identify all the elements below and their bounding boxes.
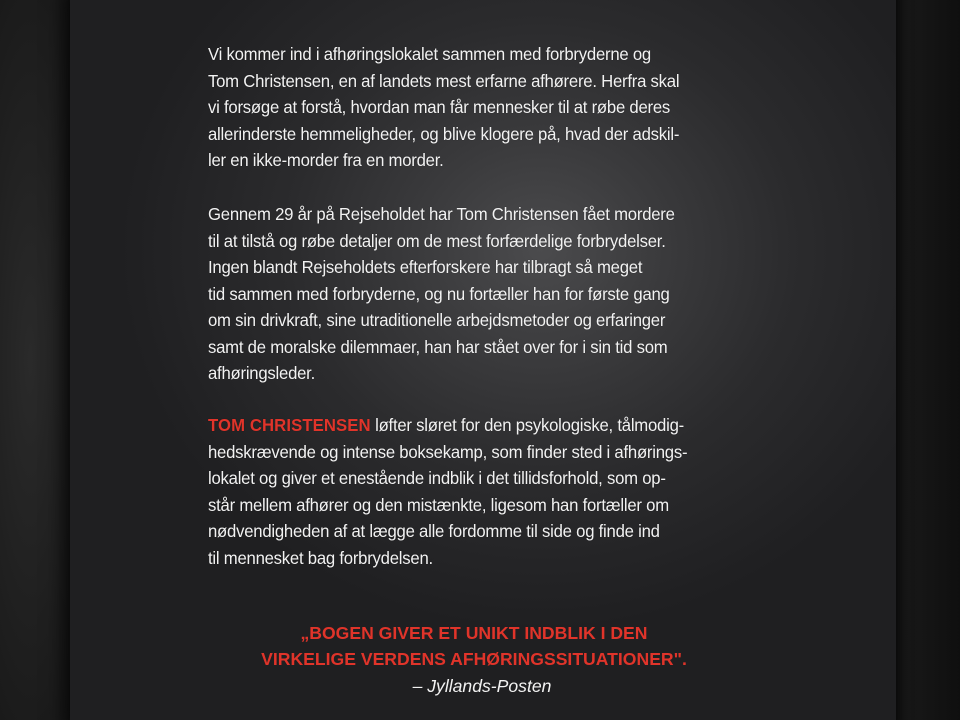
blurb-line: hedskrævende og intense boksekamp, som finder sted i afhørings-: [208, 441, 688, 462]
background-fabric: [895, 0, 960, 720]
blurb-paragraph-3: [208, 412, 759, 571]
blurb-line: [208, 412, 759, 439]
blurb-paragraph-1: [208, 41, 759, 174]
blurb-line: Ingen blandt Rejseholdets efterforskere har tilbragt så meget: [208, 257, 643, 277]
blurb-line: til at tilstå og røbe detaljer om de mest forfærdelige forbrydelser.: [208, 230, 666, 251]
quote-source: – Jyllands-Posten: [412, 676, 552, 696]
author-name: TOM CHRISTENSEN: [208, 415, 371, 435]
blurb-line: står mellem afhører og den mistænkte, ligesom han fortæller om: [208, 494, 669, 515]
blurb-line: om sin drivkraft, sine utraditionelle arbejdsmetoder og erfaringer: [208, 310, 666, 330]
press-quote: [0, 620, 954, 672]
blurb-line: allerinderste hemmeligheder, og blive klogere på, hvad der adskil-: [208, 123, 680, 144]
blurb-line: samt de moralske dilemmaer, han har stået over for i sin tid som: [208, 336, 668, 357]
blurb-line: ler en ikke-morder fra en morder.: [208, 150, 444, 170]
blurb-line: nødvendigheden af at lægge alle fordomme til side og finde ind: [208, 521, 660, 541]
blurb-line: afhøringsleder.: [208, 363, 316, 383]
blurb-line: vi forsøge at forstå, hvordan man får mennesker til at røbe deres: [208, 97, 671, 117]
blurb-line: lokalet og giver et enestående indblik i det tillidsforhold, som op-: [208, 468, 666, 488]
blurb-paragraph-2: [208, 201, 759, 387]
blurb-line-rest: løfter sløret for den psykologiske, tålmodig-: [370, 415, 684, 435]
quote-line: VIRKELIGE VERDENS AFHØRINGSSITUATIONER".: [261, 649, 687, 669]
blurb-line: tid sammen med forbryderne, og nu fortæller han for første gang: [208, 283, 670, 304]
blurb-line: Gennem 29 år på Rejseholdet har Tom Christensen fået mordere: [208, 204, 675, 224]
quote-line: „BOGEN GIVER ET UNIKT INDBLIK I DEN: [300, 623, 648, 643]
blurb-line: til mennesket bag forbrydelsen.: [208, 547, 433, 568]
blurb-line: Tom Christensen, en af landets mest erfarne afhørere. Herfra skal: [208, 70, 680, 91]
blurb-line: Vi kommer ind i afhøringslokalet sammen med forbryderne og: [208, 44, 651, 64]
